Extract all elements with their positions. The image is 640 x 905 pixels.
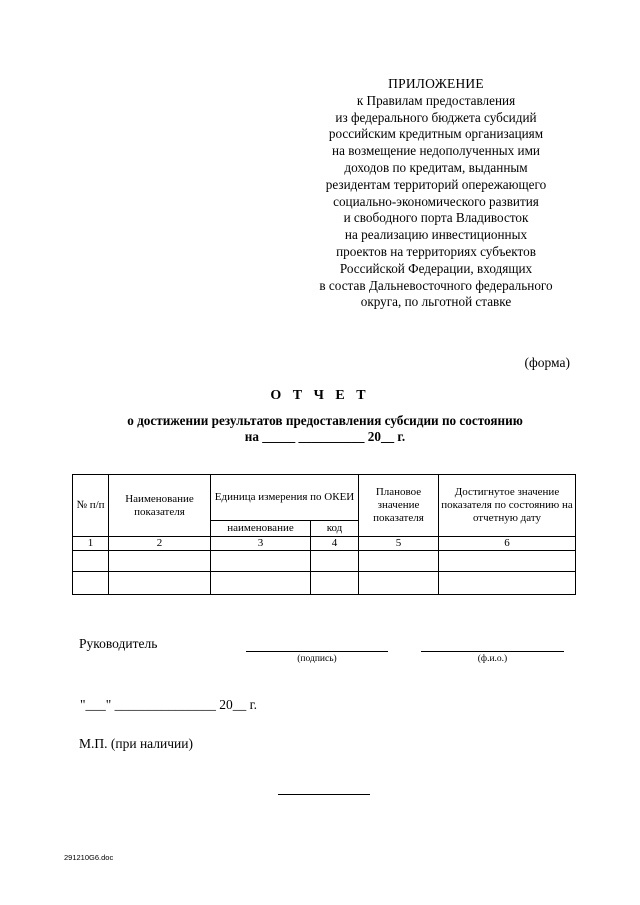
appendix-block bbox=[300, 76, 572, 311]
column-number: 3 bbox=[211, 537, 311, 551]
table-cell[interactable] bbox=[359, 551, 439, 572]
table-cell[interactable] bbox=[359, 572, 439, 595]
appendix-line: на реализацию инвестиционных bbox=[344, 227, 528, 243]
header-name: Наименование показателя bbox=[109, 475, 211, 537]
appendix-line: проектов на территориях субъектов bbox=[336, 243, 536, 259]
stamp-label: М.П. (при наличии) bbox=[79, 736, 193, 751]
appendix-line: доходов по кредитам, выданным bbox=[344, 159, 528, 175]
table-row bbox=[73, 572, 576, 595]
header-unit-name: наименование bbox=[211, 521, 311, 537]
appendix-line: социально-экономического развития bbox=[333, 193, 539, 209]
name-caption: (ф.и.о.) bbox=[477, 654, 508, 664]
appendix-title: ПРИЛОЖЕНИЕ bbox=[388, 76, 484, 91]
column-number: 5 bbox=[359, 537, 439, 551]
appendix-line: резидентам территорий опережающего bbox=[325, 176, 547, 192]
header-planned: Плановое значение показателя bbox=[359, 475, 439, 537]
header-unit: Единица измерения по ОКЕИ bbox=[211, 475, 359, 521]
table-cell[interactable] bbox=[439, 551, 576, 572]
appendix-line: Российской Федерации, входящих bbox=[339, 260, 533, 276]
appendix-line: на возмещение недополученных ими bbox=[332, 143, 540, 159]
table-cell[interactable] bbox=[439, 572, 576, 595]
appendix-line: округа, по льготной ставке bbox=[360, 294, 512, 310]
table-cell[interactable] bbox=[109, 551, 211, 572]
report-date-line: на _____ __________ 20__ г. bbox=[244, 429, 406, 444]
appendix-line: к Правилам предоставления bbox=[356, 92, 516, 108]
header-num: № п/п bbox=[73, 475, 109, 537]
table-cell[interactable] bbox=[211, 572, 311, 595]
signature-line[interactable] bbox=[246, 651, 388, 652]
table-cell[interactable] bbox=[311, 551, 359, 572]
appendix-line: российским кредитным организациям bbox=[328, 126, 544, 142]
report-subtitle-line: о достижении результатов предоставления субсидии по состоянию bbox=[127, 413, 523, 428]
table-cell[interactable] bbox=[311, 572, 359, 595]
date-line: "___" _______________ 20__ г. bbox=[80, 697, 258, 712]
header-achieved: Достигнутое значение показателя по состоянию на отчетную дату bbox=[439, 475, 576, 537]
report-title: О Т Ч Е Т bbox=[270, 388, 370, 403]
signature-label: Руководитель bbox=[79, 636, 158, 651]
report-subtitle bbox=[60, 413, 590, 445]
appendix-line: из федерального бюджета субсидий bbox=[335, 109, 537, 125]
table-row bbox=[73, 551, 576, 572]
table-cell[interactable] bbox=[73, 551, 109, 572]
form-label: (форма) bbox=[524, 355, 570, 370]
signature-caption: (подпись) bbox=[297, 654, 337, 664]
report-table bbox=[72, 474, 576, 595]
appendix-line: и свободного порта Владивосток bbox=[343, 210, 529, 226]
header-unit-code: код bbox=[311, 521, 359, 537]
appendix-line: в состав Дальневосточного федерального bbox=[319, 277, 553, 293]
table-cell[interactable] bbox=[109, 572, 211, 595]
column-number: 6 bbox=[439, 537, 576, 551]
column-number: 4 bbox=[311, 537, 359, 551]
table-cell[interactable] bbox=[211, 551, 311, 572]
bottom-line bbox=[278, 794, 370, 795]
table-cell[interactable] bbox=[73, 572, 109, 595]
column-number: 2 bbox=[109, 537, 211, 551]
column-number: 1 bbox=[73, 537, 109, 551]
name-line[interactable] bbox=[421, 651, 564, 652]
document-id: 291210G6.doc bbox=[64, 853, 114, 862]
